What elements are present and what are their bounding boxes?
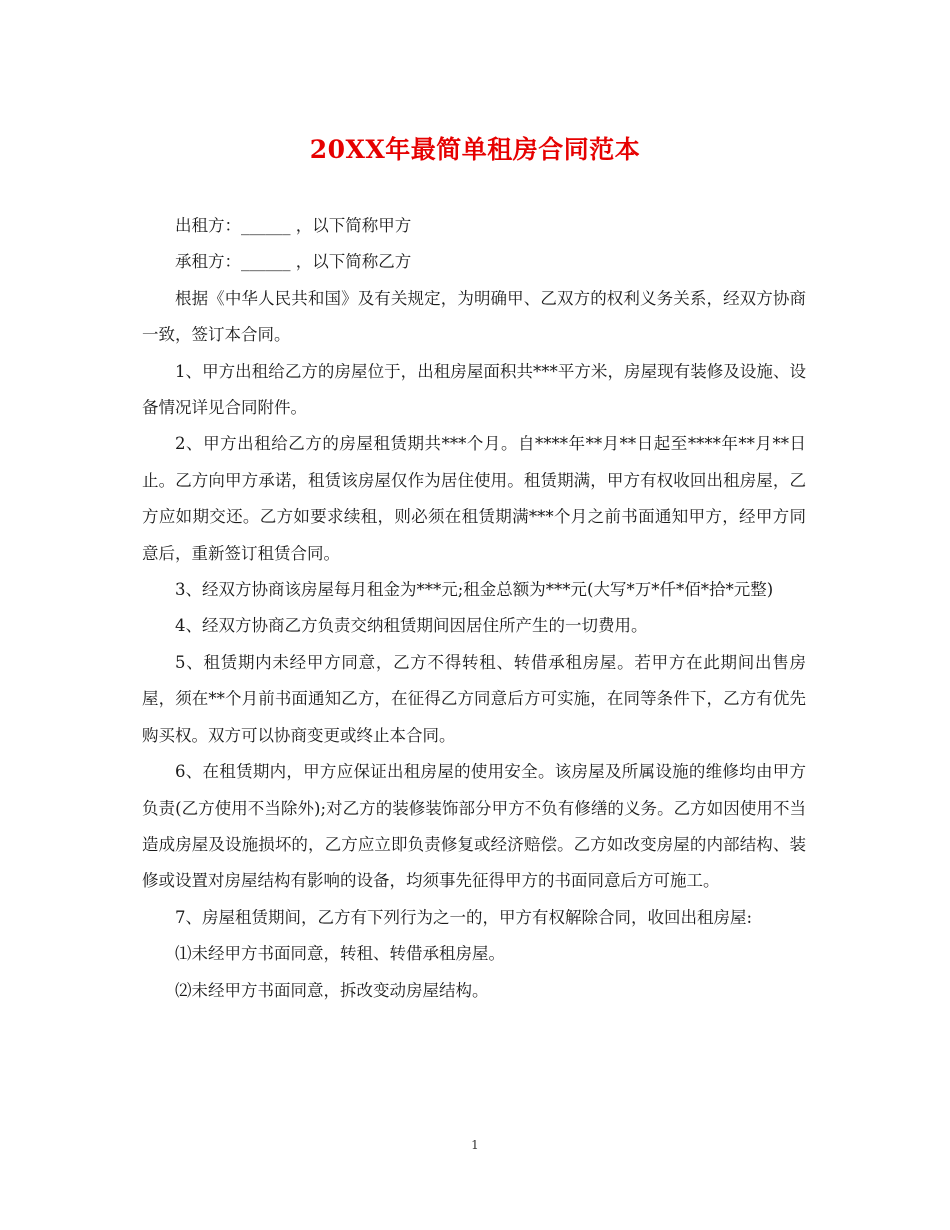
document-body (142, 208, 806, 1009)
clause-1: 1、甲方出租给乙方的房屋位于，出租房屋面积共***平方米，房屋现有装修及设施、设备情况详见合同附件。 (142, 361, 806, 418)
paragraph-lessee: 承租方：______ ，以下简称乙方 (175, 252, 412, 272)
clause-2: 2、甲方出租给乙方的房屋租赁期共***个月。自****年**月**日起至****年**月**日止。乙方向甲方承诺，租赁该房屋仅作为居住使用。租赁期满，甲方有权收回出租房屋，乙方应如期交还。乙方如要求续租，则必须在租赁期满***个月之前书面通知甲方，经甲方同意后，重新签订租赁合同。 (142, 434, 806, 563)
clause-7: 7、房屋租赁期间，乙方有下列行为之一的，甲方有权解除合同，收回出租房屋: (175, 907, 753, 927)
document-title: 20XX年最简单租房合同范本 (309, 135, 641, 164)
clause-6: 6、在租赁期内，甲方应保证出租房屋的使用安全。该房屋及所属设施的维修均由甲方负责(乙方使用不当除外);对乙方的装修装饰部分甲方不负有修缮的义务。乙方如因使用不当造成房屋及设施损坏的，乙方应立即负责修复或经济赔偿。乙方如改变房屋的内部结构、装修或设置对房屋结构有影响的设备，均须事先征得甲方的书面同意后方可施工。 (142, 762, 806, 891)
page-number: 1 (471, 1138, 479, 1152)
clause-5: 5、租赁期内未经甲方同意，乙方不得转租、转借承租房屋。若甲方在此期间出售房屋，须在**个月前书面通知乙方，在征得乙方同意后方可实施，在同等条件下，乙方有优先购买权。双方可以协商变更或终止本合同。 (142, 652, 806, 745)
clause-7-item-2: ⑵未经甲方书面同意，拆改变动房屋结构。 (175, 980, 489, 1000)
paragraph-lessor: 出租方：______ ，以下简称甲方 (175, 216, 412, 235)
paragraph-preamble: 根据《中华人民共和国》及有关规定，为明确甲、乙双方的权利义务关系，经双方协商一致，签订本合同。 (142, 288, 806, 345)
clause-3: 3、经双方协商该房屋每月租金为***元;租金总额为***元(大写*万*仟*佰*拾*元整) (175, 580, 774, 600)
clause-4: 4、经双方协商乙方负责交纳租赁期间因居住所产生的一切费用。 (175, 616, 648, 636)
clause-7-item-1: ⑴未经甲方书面同意，转租、转借承租房屋。 (175, 944, 505, 964)
